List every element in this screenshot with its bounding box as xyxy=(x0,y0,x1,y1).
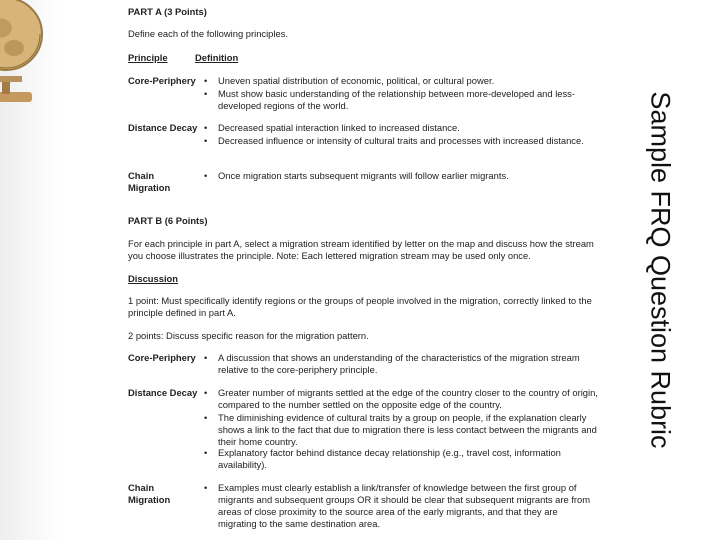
rubric-document xyxy=(120,0,602,540)
bullet: • xyxy=(204,412,208,423)
discussion-text: Examples must clearly establish a link/transfer of knowledge between the first group of migrants and subsequent groups OR it should be clear that subsequent migrants are from areas of close proximity to the source area of the early migrants, and that they are migrating to the same destination area. xyxy=(218,482,591,529)
definition-text: Once migration starts subsequent migrants will follow earlier migrants. xyxy=(218,170,509,181)
bullet: • xyxy=(204,88,208,99)
definition-text: Must show basic understanding of the relationship between more-developed and less-developed regions of the world. xyxy=(218,88,575,111)
globe-icon xyxy=(0,0,48,112)
discussion-heading: Discussion xyxy=(128,273,179,284)
part-b-instruction: For each principle in part A, select a migration stream identified by letter on the map and discuss how the stream you choose illustrates the principle. Note: Each lettered migration stream may be used only once. xyxy=(128,238,594,261)
term-distance-decay: Distance Decay xyxy=(128,387,198,398)
bullet: • xyxy=(204,387,208,398)
bullet: • xyxy=(204,352,208,363)
part-b-heading: PART B (6 Points) xyxy=(128,215,208,226)
bullet: • xyxy=(204,447,208,458)
discussion-text: A discussion that shows an understanding of the characteristics of the migration stream relative to the core-periphery principle. xyxy=(218,352,580,375)
point-1-criteria: 1 point: Must specifically identify regions or the groups of people involved in the migration, correctly linked to the principle defined in part A. xyxy=(128,295,592,318)
bullet: • xyxy=(204,122,208,133)
part-a-heading: PART A (3 Points) xyxy=(128,6,207,17)
bullet: • xyxy=(204,135,208,146)
term-chain-migration: Chain Migration xyxy=(128,170,171,193)
definition-text: Decreased influence or intensity of cultural traits and processes with increased distance. xyxy=(218,135,584,146)
bullet: • xyxy=(204,482,208,493)
slide-title-text: Sample FRQ Question Rubric xyxy=(645,91,676,449)
bullet: • xyxy=(204,170,208,181)
discussion-text: Explanatory factor behind distance decay relationship (e.g., travel cost, information availability). xyxy=(218,447,561,470)
definition-text: Uneven spatial distribution of economic, political, or cultural power. xyxy=(218,75,495,86)
bullet: • xyxy=(204,75,208,86)
column-header-principle: Principle xyxy=(128,52,168,63)
term-chain-migration: Chain Migration xyxy=(128,482,171,505)
slide-title xyxy=(640,0,680,540)
term-core-periphery: Core-Periphery xyxy=(128,75,196,86)
definition-text: Decreased spatial interaction linked to increased distance. xyxy=(218,122,460,133)
column-header-definition: Definition xyxy=(195,52,239,63)
term-distance-decay: Distance Decay xyxy=(128,122,198,133)
term-core-periphery: Core-Periphery xyxy=(128,352,196,363)
discussion-text: The diminishing evidence of cultural traits by a group on people, if the explanation clearly shows a link to the fact that due to migration there is less contact between the migrants and their home country. xyxy=(218,412,597,447)
discussion-text: Greater number of migrants settled at the edge of the country closer to the country of origin, compared to the number settled on the opposite edge of the country. xyxy=(218,387,598,410)
part-a-instruction: Define each of the following principles. xyxy=(128,28,288,39)
point-2-criteria: 2 points: Discuss specific reason for the migration pattern. xyxy=(128,330,369,341)
